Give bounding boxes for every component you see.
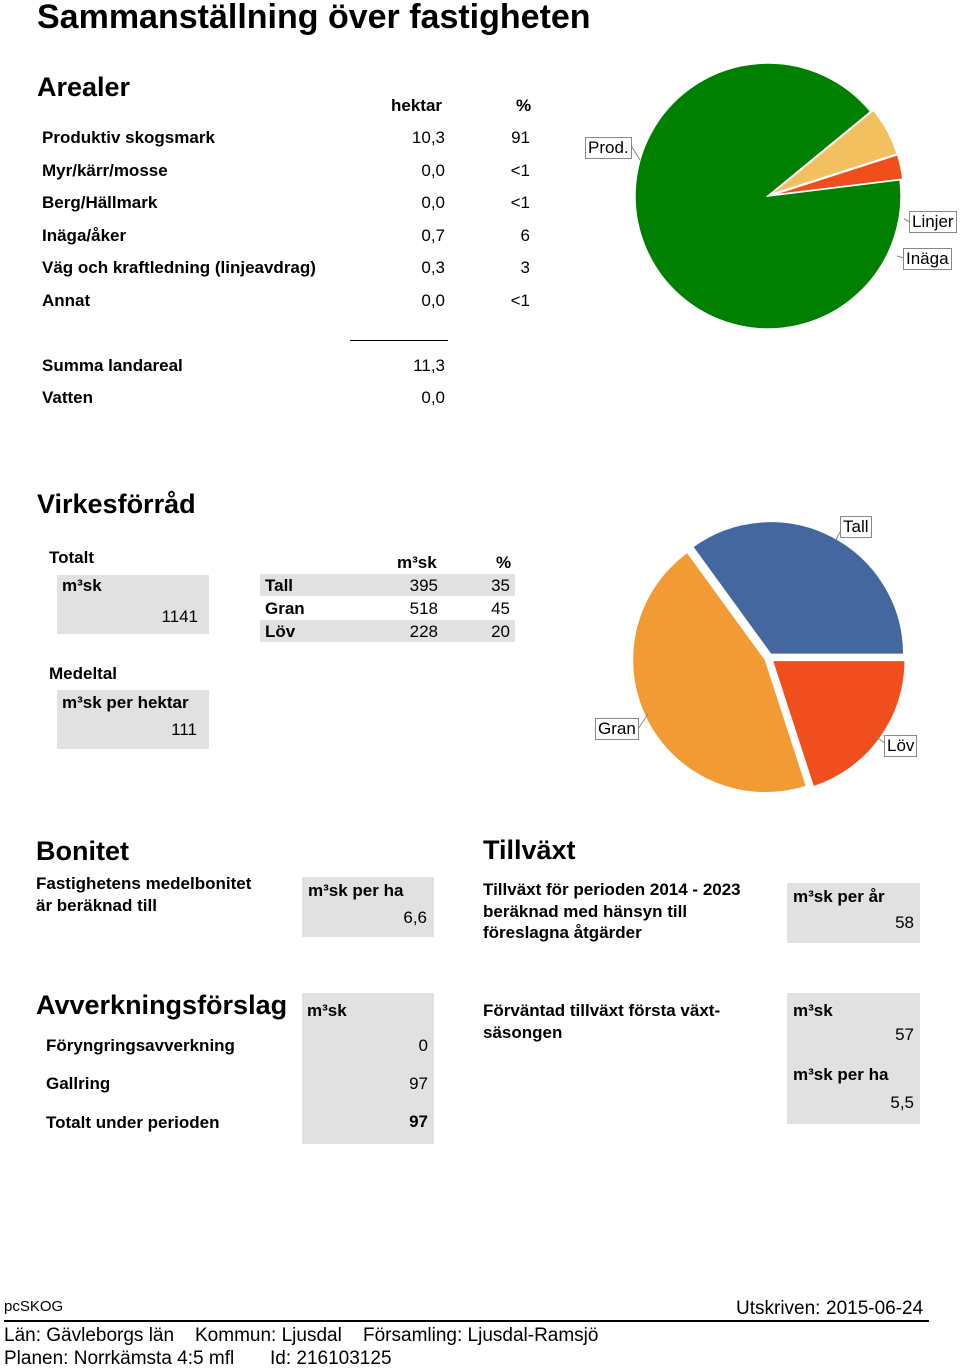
- arealer-heading: Arealer: [37, 72, 131, 102]
- forvantad-unit1: m³sk: [793, 1001, 833, 1020]
- footer-divider: [4, 1320, 929, 1322]
- row-hektar: 0,7: [421, 226, 445, 245]
- pie-label-prod: Prod.: [585, 137, 632, 159]
- leader-line: [632, 147, 640, 160]
- footer-lan: Län: Gävleborgs län: [4, 1325, 175, 1346]
- pie-label-inaga: Inäga: [903, 248, 952, 270]
- row-pct: 45: [491, 599, 510, 618]
- forvantad-text-line2: säsongen: [483, 1023, 563, 1042]
- virke-col-m3sk: m³sk: [397, 553, 437, 572]
- bonitet-heading: Bonitet: [36, 836, 129, 866]
- tillvaxt-text-line3: föreslagna åtgärder: [483, 923, 642, 942]
- footer-kommun: Kommun: Ljusdal: [195, 1325, 342, 1346]
- row-pct: 3: [520, 258, 530, 277]
- tillvaxt-unit: m³sk per år: [793, 887, 885, 906]
- vatten-value: 0,0: [421, 388, 445, 407]
- footer-planen: Planen: Norrkämsta 4:5 mfl: [4, 1348, 235, 1369]
- row-hektar: 10,3: [411, 128, 445, 147]
- summa-value: 11,3: [413, 356, 445, 375]
- row-pct: 35: [491, 576, 510, 595]
- row-pct: <1: [510, 161, 530, 180]
- row-hektar: 0,0: [421, 193, 445, 212]
- row-m3sk: 395: [409, 576, 438, 595]
- vatten-label: Vatten: [42, 388, 94, 407]
- row-label: Totalt under perioden: [46, 1113, 220, 1132]
- medeltal-label: Medeltal: [49, 664, 118, 683]
- medeltal-value: 111: [171, 720, 197, 739]
- footer-forsamling: Församling: Ljusdal-Ramsjö: [363, 1325, 599, 1346]
- pie-label-tall: Tall: [840, 516, 872, 538]
- bonitet-value: 6,6: [403, 908, 427, 927]
- tillvaxt-text-line1: Tillväxt för perioden 2014 - 2023: [483, 880, 741, 899]
- row-pct: 20: [491, 622, 510, 641]
- row-label: Löv: [265, 622, 296, 641]
- totalt-unit: m³sk: [62, 576, 102, 595]
- footer-brand: pcSKOG: [4, 1298, 64, 1315]
- row-value: 0: [418, 1036, 428, 1055]
- row-label: Myr/kärr/mosse: [42, 161, 168, 180]
- forvantad-unit2: m³sk per ha: [793, 1065, 889, 1084]
- summa-label: Summa landareal: [42, 356, 183, 375]
- row-label: Gran: [265, 599, 305, 618]
- pie-slice-prod: [635, 63, 901, 329]
- avverkning-unit: m³sk: [307, 1001, 347, 1020]
- row-m3sk: 518: [409, 599, 438, 618]
- pie-label-gran: Gran: [595, 718, 639, 740]
- row-label: Produktiv skogsmark: [42, 128, 215, 147]
- tillvaxt-value: 58: [895, 913, 914, 932]
- virke-row-bg: [260, 574, 515, 596]
- row-label: Annat: [42, 291, 91, 310]
- footer-printed-label: Utskriven:: [736, 1298, 821, 1319]
- row-label: Föryngringsavverkning: [46, 1036, 235, 1055]
- virkesforrad-heading: Virkesförråd: [37, 489, 196, 519]
- row-label: Väg och kraftledning (linjeavdrag): [42, 258, 316, 277]
- row-hektar: 0,0: [421, 291, 445, 310]
- arealer-col-pct: %: [516, 96, 532, 115]
- tillvaxt-heading: Tillväxt: [483, 835, 576, 865]
- row-m3sk: 228: [409, 622, 438, 641]
- arealer-col-hektar: hektar: [391, 96, 443, 115]
- row-label: Gallring: [46, 1074, 111, 1093]
- bonitet-text-line1: Fastighetens medelbonitet: [36, 874, 252, 893]
- totalt-label: Totalt: [49, 548, 95, 567]
- row-pct: <1: [510, 193, 530, 212]
- row-hektar: 0,3: [421, 258, 445, 277]
- row-pct: <1: [510, 291, 530, 310]
- medeltal-unit: m³sk per hektar: [62, 693, 189, 712]
- avverkning-heading: Avverkningsförslag: [36, 990, 288, 1020]
- forvantad-text-line1: Förväntad tillväxt första växt-: [483, 1001, 721, 1020]
- row-value: 97: [409, 1074, 428, 1093]
- leader-line: [638, 714, 648, 729]
- footer-id: Id: 216103125: [270, 1348, 392, 1369]
- forvantad-value1: 57: [895, 1025, 914, 1044]
- virke-row-bg: [260, 620, 515, 642]
- footer-printed-date: 2015-06-24: [826, 1298, 924, 1319]
- row-pct: 6: [520, 226, 530, 245]
- bonitet-text-line2: är beräknad till: [36, 896, 157, 915]
- forvantad-value2: 5,5: [890, 1093, 914, 1112]
- tillvaxt-text-line2: beräknad med hänsyn till: [483, 902, 688, 921]
- row-value: 97: [409, 1112, 428, 1131]
- row-hektar: 0,0: [421, 161, 445, 180]
- row-label: Inäga/åker: [42, 226, 127, 245]
- bonitet-unit: m³sk per ha: [308, 881, 404, 900]
- totalt-value: 1141: [161, 607, 198, 626]
- row-pct: 91: [511, 128, 530, 147]
- page-title: Sammanställning över fastigheten: [37, 0, 591, 36]
- pie-label-lov: Löv: [884, 735, 917, 757]
- row-label: Tall: [265, 576, 294, 595]
- row-label: Berg/Hällmark: [42, 193, 158, 212]
- virke-col-pct: %: [496, 553, 512, 572]
- pie-label-linjer: Linjer: [909, 211, 957, 233]
